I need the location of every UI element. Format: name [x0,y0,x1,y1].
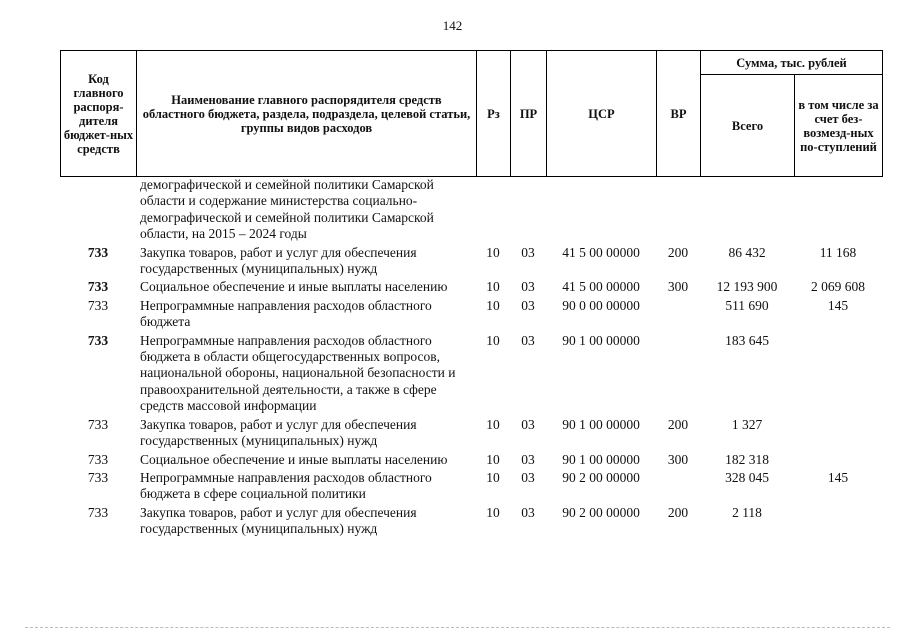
cell-vr: 200 [667,416,689,432]
cell-incl [794,450,882,468]
cell-total: 328 045 [725,469,769,485]
budget-table [60,177,882,538]
cell-code: 733 [87,416,109,432]
table-header [60,50,883,177]
cell-rz: 10 [486,416,500,432]
cell-name: Непрограммные направления расходов областного бюджета в области общегосударственных вопросов, национальной обороны, национальной безопасности и правоохранительной деятельности, а также в сфере средств массовой информации [140,332,456,414]
cell-pr: 03 [521,416,535,432]
table-row [60,243,882,278]
header-sum: Сумма, тыс. рублей [701,51,883,75]
cell-vr [656,331,700,415]
cell-name: Социальное обеспечение и иные выплаты населению [140,279,448,295]
cell-pr: 03 [521,297,535,313]
cell-vr [656,468,700,503]
header-incl: в том числе за счет без-возмезд-ных по-ступлений [795,75,883,177]
header-total: Всего [701,75,795,177]
cell-pr: 03 [521,504,535,520]
continuation-text: демографической и семейной политики Самарской области и содержание министерства социально-демографической и семейной политики Самарской области, на 2015 – 2024 годы [140,177,434,242]
cell-incl: 2 069 608 [811,279,865,295]
page-edge [25,627,890,628]
cell-vr: 300 [667,451,689,467]
table-row [60,450,882,468]
cell-code: 733 [87,244,109,260]
cell-total: 183 645 [725,332,769,348]
cell-total: 511 690 [725,297,769,313]
table-row [60,415,882,450]
cell-incl: 145 [827,297,849,313]
header-pr: ПР [511,51,547,177]
cell-name: Непрограммные направления расходов областного бюджета в сфере социальной политики [140,469,432,502]
cell-csr: 41 5 00 00000 [562,244,640,260]
cell-csr: 41 5 00 00000 [562,279,640,295]
cell-code: 733 [87,297,109,313]
table-row [60,296,882,331]
header-code: Код главного распоря-дителя бюджет-ных средств [61,51,137,177]
header-name: Наименование главного распорядителя средств областного бюджета, раздела, подраздела, целевой статьи, группы видов расходов [137,51,477,177]
table-row [60,331,882,415]
cell-rz: 10 [486,332,500,348]
header-rz: Рз [477,51,511,177]
cell-incl: 11 168 [819,244,857,260]
cell-rz: 10 [486,504,500,520]
cell-name: Непрограммные направления расходов областного бюджета [140,297,432,330]
cell-pr: 03 [521,244,535,260]
cell-vr: 300 [667,279,689,295]
cell-csr: 90 1 00 00000 [562,332,640,348]
cell-vr: 200 [667,504,689,520]
cell-rz: 10 [486,297,500,313]
cell-incl [794,331,882,415]
cell-pr: 03 [521,279,535,295]
table-row [60,277,882,295]
cell-name: Закупка товаров, работ и услуг для обеспечения государственных (муниципальных) нужд [140,416,417,449]
cell-name: Закупка товаров, работ и услуг для обеспечения государственных (муниципальных) нужд [140,244,417,277]
cell-csr: 90 1 00 00000 [562,451,640,467]
cell-csr: 90 2 00 00000 [562,469,640,485]
cell-csr: 90 0 00 00000 [562,297,640,313]
cell-total: 2 118 [732,504,762,520]
cell-total: 12 193 900 [716,279,778,295]
cell-rz: 10 [486,469,500,485]
cell-csr: 90 1 00 00000 [562,416,640,432]
cell-vr [656,296,700,331]
cell-csr: 90 2 00 00000 [562,504,640,520]
cell-total: 1 327 [731,416,763,432]
header-vr: ВР [657,51,701,177]
cell-code: 733 [87,504,109,520]
cell-incl [794,415,882,450]
cell-name: Закупка товаров, работ и услуг для обеспечения государственных (муниципальных) нужд [140,504,417,537]
cell-name: Социальное обеспечение и иные выплаты населению [140,451,448,467]
cell-pr: 03 [521,469,535,485]
table-row [60,503,882,538]
cell-code: 733 [87,469,109,485]
cell-rz: 10 [486,244,500,260]
cell-incl: 145 [827,469,849,485]
cell-vr: 200 [667,244,689,260]
cell-total: 182 318 [725,451,769,467]
cell-total: 86 432 [728,244,766,260]
cell-rz: 10 [486,451,500,467]
cell-incl [794,503,882,538]
cell-code: 733 [87,332,109,348]
cell-rz: 10 [486,279,500,295]
cell-pr: 03 [521,332,535,348]
header-csr: ЦСР [547,51,657,177]
cell-code: 733 [87,451,109,467]
table-row [60,468,882,503]
cell-pr: 03 [521,451,535,467]
cell-code: 733 [87,279,109,295]
page-number: 142 [442,18,463,33]
